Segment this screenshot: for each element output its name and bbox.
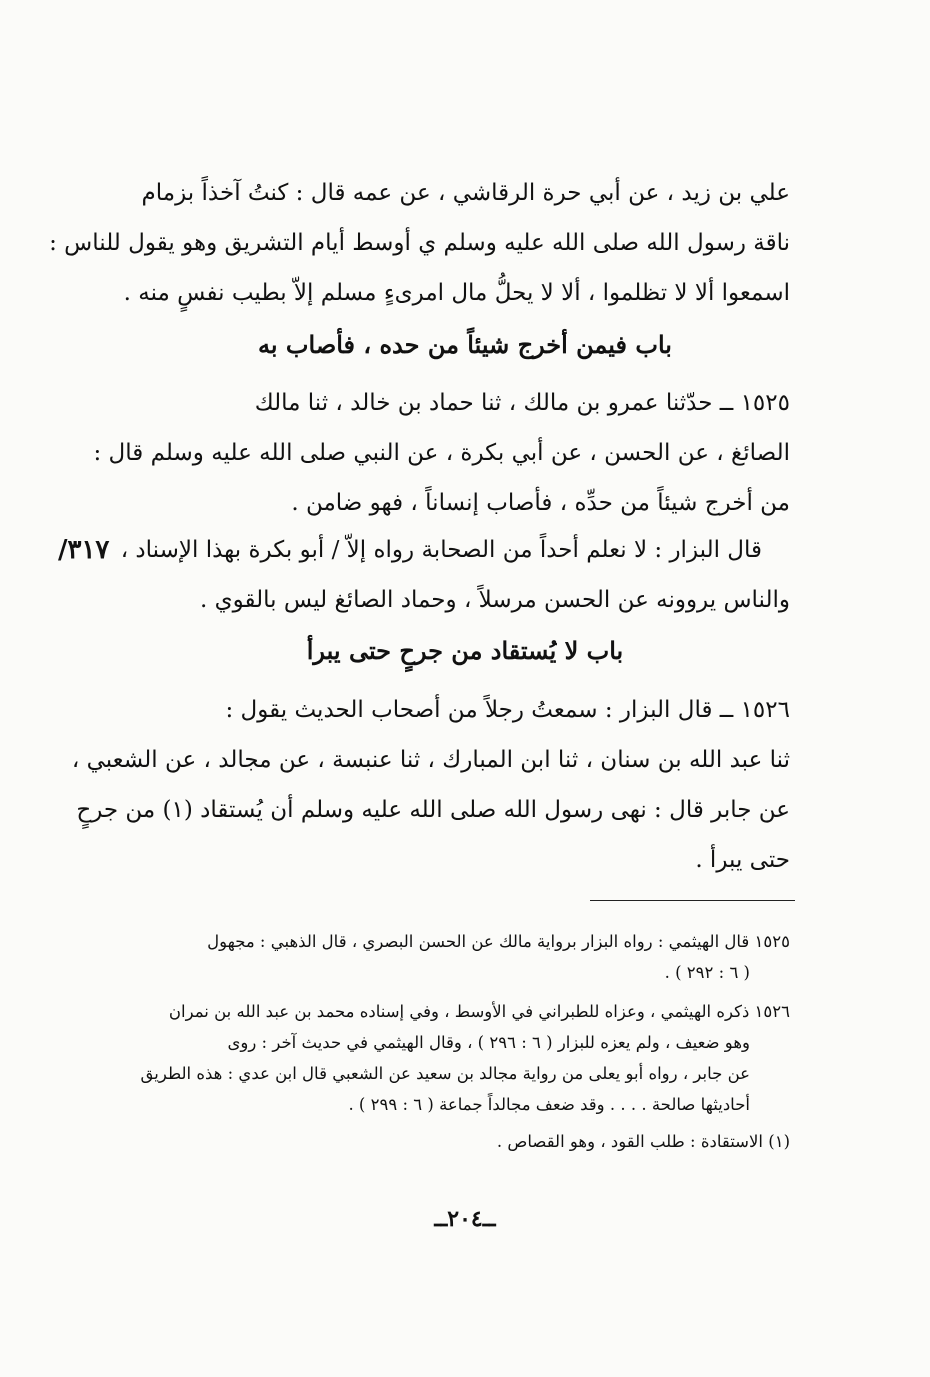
footnote-line: عن جابر ، رواه أبو يعلى من رواية مجالد بن سعيد عن الشعبي قال ابن عدي : هذه الطريق (140, 1064, 750, 1083)
text-line: ثنا عبد الله بن سنان ، ثنا ابن المبارك ، ثنا عنبسة ، عن مجالد ، عن الشعبي ، (71, 747, 790, 773)
hadith-1525 (93, 378, 790, 528)
chapter-heading-2: باب لا يُستقاد من جرحٍ حتى يبرأ (306, 636, 624, 665)
footnote-line: ١٥٢٦ ذكره الهيثمي ، وعزاه للطبراني في الأوسط ، وفي إسناده محمد بن عبد الله بن نمران (168, 1002, 790, 1021)
manuscript-folio-marker: ٣١٧/ (58, 535, 110, 565)
text-line: ١٥٢٥ ــ حدّثنا عمرو بن مالك ، ثنا حماد بن خالد ، ثنا مالك (254, 390, 790, 416)
text-line: والناس يروونه عن الحسن مرسلاً ، وحماد الصائغ ليس بالقوي . (200, 587, 790, 613)
hadith-1526 (71, 685, 790, 885)
footnote-line: ( ٦ : ٢٩٢ ) . (664, 963, 750, 982)
text-line: ناقة رسول الله صلى الله عليه وسلم ي أوسط أيام التشريق وهو يقول للناس : (49, 230, 790, 256)
footnote-separator (590, 900, 795, 901)
footnotes (140, 926, 790, 1157)
text-line: اسمعوا ألا لا تظلموا ، ألا لا يحلُّ مال امرىءٍ مسلم إلاّ بطيب نفسٍ منه . (123, 280, 790, 306)
bazzar-comment (120, 525, 790, 625)
text-line: حتى يبرأ . (695, 847, 790, 873)
text-line: عن جابر قال : نهى رسول الله صلى الله عليه وسلم أن يُستقاد (١) من جرحٍ (76, 797, 790, 823)
footnote-line: (١) الاستقادة : طلب القود ، وهو القصاص . (496, 1132, 790, 1151)
text-line: علي بن زيد ، عن أبي حرة الرقاشي ، عن عمه قال : كنتُ آخذاً بزمام (141, 180, 790, 206)
text-line: من أخرج شيئاً من حدِّه ، فأصاب إنساناً ، فهو ضامن . (291, 490, 790, 516)
text-line: الصائغ ، عن الحسن ، عن أبي بكرة ، عن النبي صلى الله عليه وسلم قال : (93, 440, 790, 466)
page-number: ــ٢٠٤ــ (434, 1206, 496, 1232)
footnote-line: أحاديثها صالحة . . . . وقد ضعف مجالداً جماعة ( ٦ : ٢٩٩ ) . (348, 1095, 750, 1114)
text-line: قال البزار : لا نعلم أحداً من الصحابة رواه إلاّ / أبو بكرة بهذا الإسناد ، (120, 537, 762, 563)
chapter-heading-1: باب فيمن أخرج شيئاً من حده ، فأصاب به (258, 330, 672, 359)
footnote-line: ١٥٢٥ قال الهيثمي : رواه البزار برواية مالك عن الحسن البصري ، قال الذهبي : مجهول (207, 932, 790, 951)
text-line: ١٥٢٦ ــ قال البزار : سمعتُ رجلاً من أصحاب الحديث يقول : (225, 697, 790, 723)
top-paragraph (49, 168, 790, 318)
footnote-line: وهو ضعيف ، ولم يعزه للبزار ( ٦ : ٢٩٦ ) ، وقال الهيثمي في حديث آخر : روى (227, 1033, 750, 1052)
